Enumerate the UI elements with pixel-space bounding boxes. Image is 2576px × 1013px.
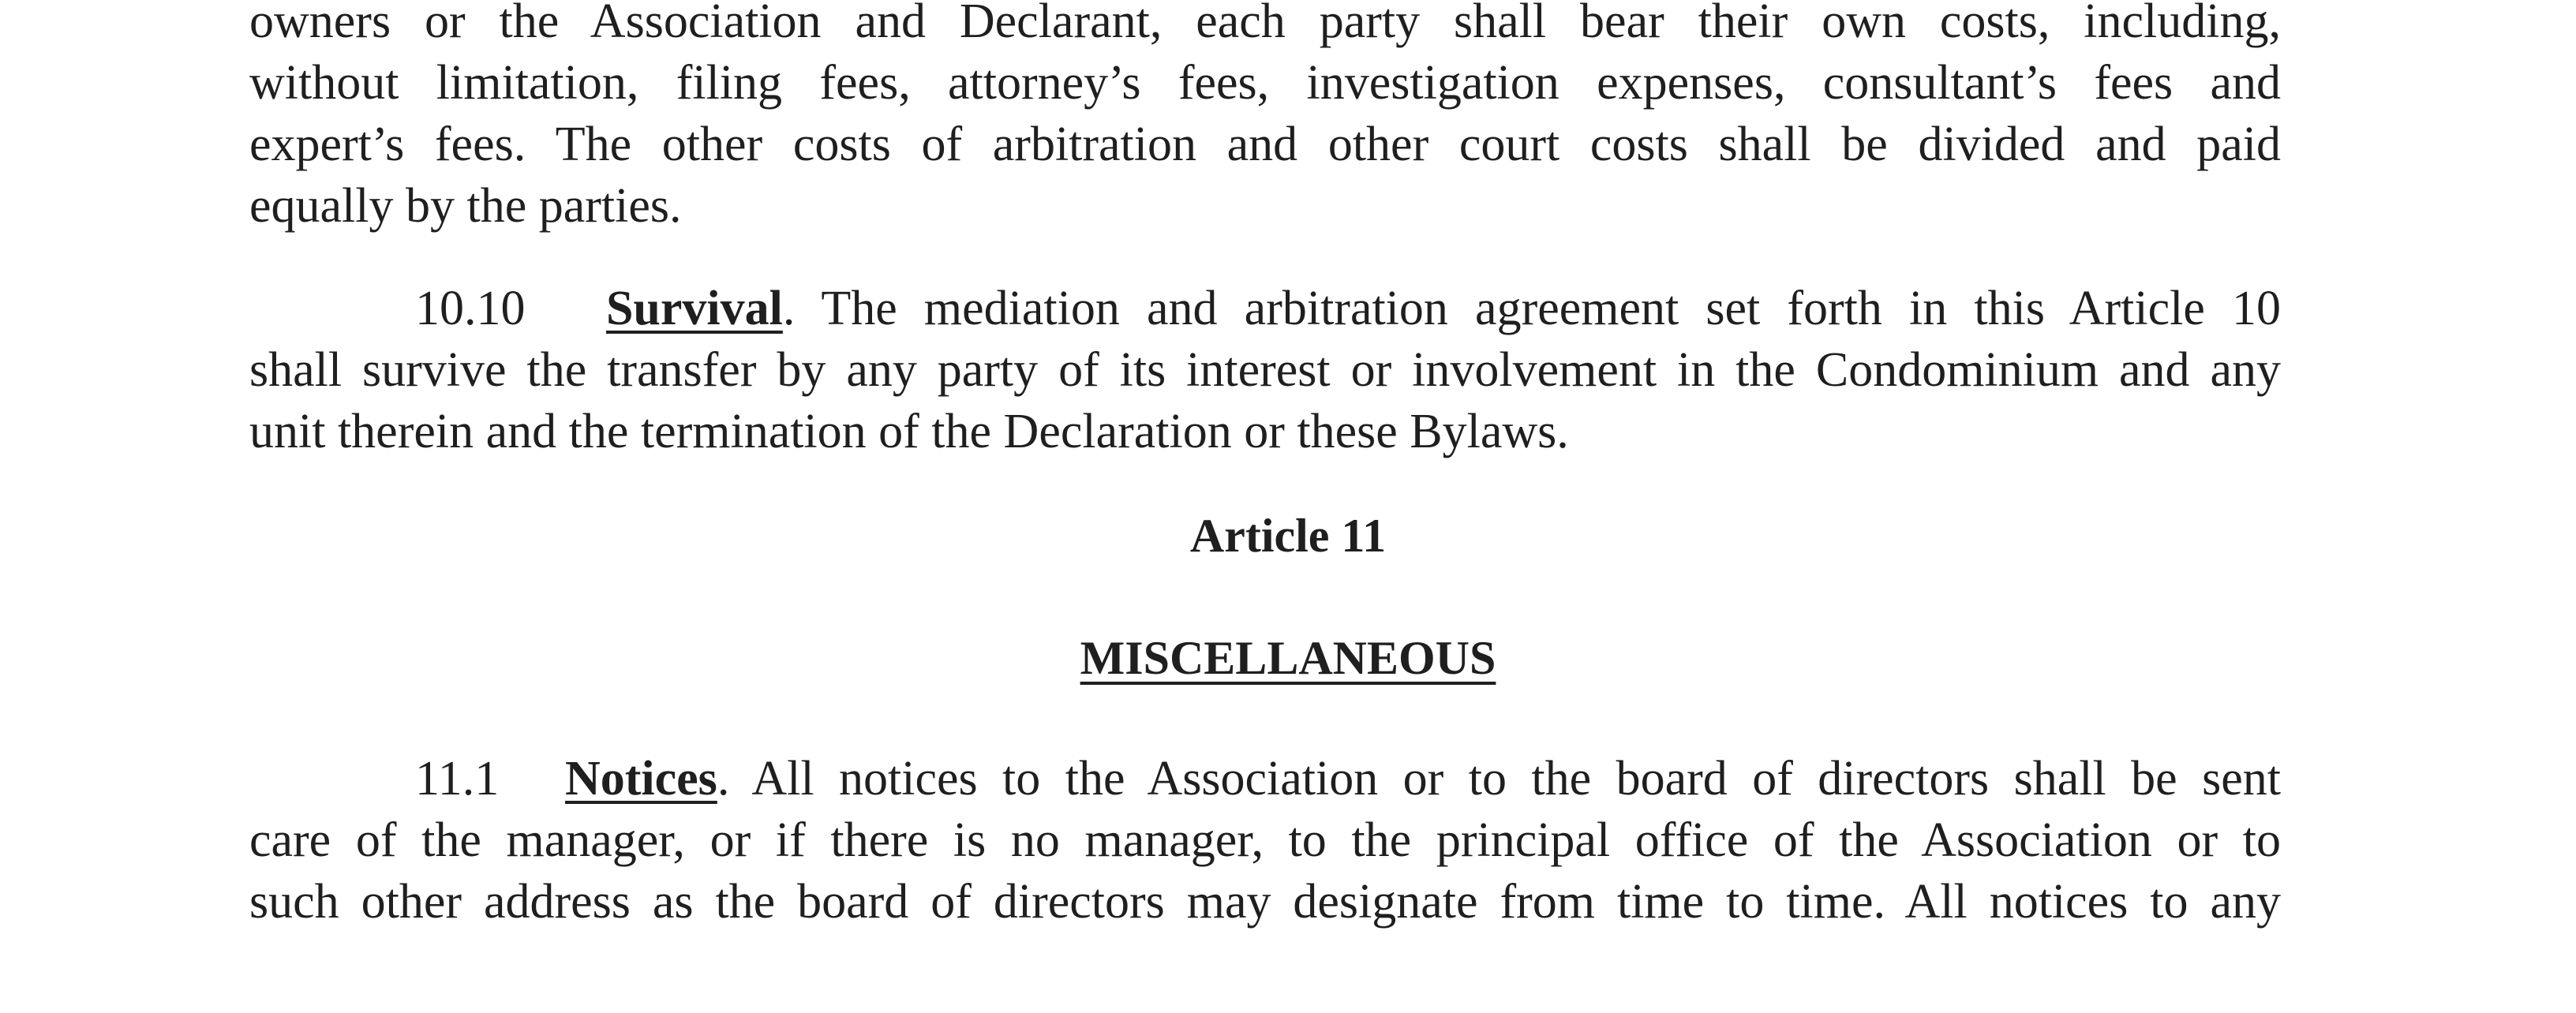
paragraph-line: expert’s fees. The other costs of arbitration and other court costs shall be divided and paid xyxy=(249,118,2281,171)
paragraph-first-line xyxy=(249,278,2281,339)
paragraph-line: shall survive the transfer by any party of its interest or involvement in the Condominium and any xyxy=(249,343,2281,397)
article-title: Article 11 xyxy=(1189,510,1387,562)
section-number: 11.1 xyxy=(415,752,500,806)
section-heading: Notices xyxy=(565,752,717,806)
paragraph-first-line xyxy=(249,748,2281,809)
section-11-1-paragraph xyxy=(249,748,2281,933)
section-10-9-paragraph xyxy=(249,0,2281,237)
paragraph-line: equally by the parties. xyxy=(249,179,682,233)
section-heading: Survival xyxy=(605,282,783,335)
paragraph-line: owners or the Association and Declarant, each party shall bear their own costs, including, xyxy=(249,0,2281,48)
paragraph-text: . The mediation and arbitration agreement set forth in this Article 10 xyxy=(782,282,2282,335)
paragraph-line: without limitation, filing fees, attorney’s fees, investigation expenses, consultant’s fees and xyxy=(249,56,2281,110)
section-number: 10.10 xyxy=(415,282,526,335)
paragraph-line: such other address as the board of directors may designate from time to time. All notices to any xyxy=(249,875,2281,929)
article-subtitle: MISCELLANEOUS xyxy=(1080,632,1496,684)
paragraph-text: . All notices to the Association or to the board of directors shall be sent xyxy=(717,752,2281,806)
paragraph-line: care of the manager, or if there is no manager, to the principal office of the Association or to xyxy=(249,813,2281,867)
section-10-10-paragraph xyxy=(249,278,2281,462)
paragraph-line: unit therein and the termination of the Declaration or these Bylaws. xyxy=(249,405,1569,458)
